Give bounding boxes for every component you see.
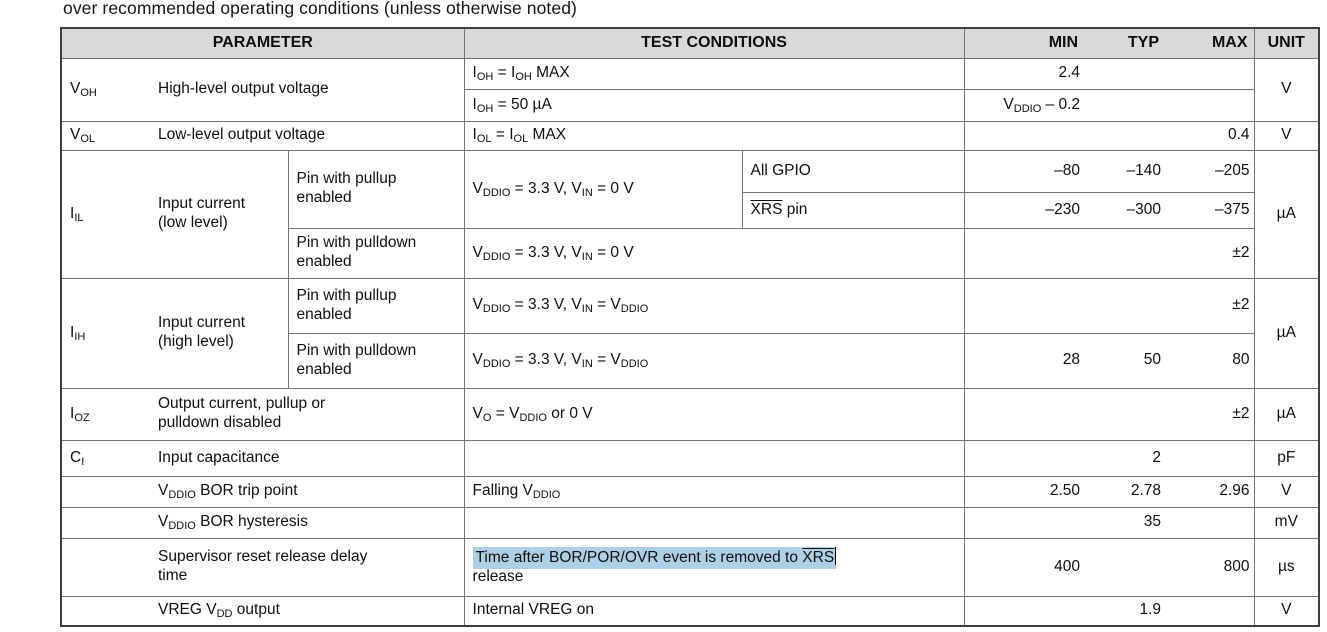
max-value-cell: 800 (1165, 538, 1254, 596)
param-description-cell: VREG $V_{DD}$ output (151, 596, 464, 626)
min-value-cell (964, 440, 1084, 476)
unit-cell: µs (1254, 538, 1319, 596)
unit-cell: pF (1254, 440, 1319, 476)
table-row (61, 121, 1319, 150)
max-value-cell (1165, 440, 1254, 476)
param-symbol-cell: $I_{OZ}$ (61, 388, 151, 440)
min-value-cell (964, 278, 1084, 333)
min-value-cell: 400 (964, 538, 1084, 596)
typ-value-cell (1084, 388, 1165, 440)
max-value-cell: 80 (1165, 333, 1254, 388)
typ-value-cell: 2.78 (1084, 476, 1165, 507)
param-description-cell: $V_{DDIO}$ BOR trip point (151, 476, 464, 507)
typ-value-cell (1084, 58, 1165, 89)
subparameter-cell: Pin with pulldown enabled (288, 228, 464, 278)
min-value-cell (964, 121, 1084, 150)
subparameter-cell: Pin with pullup enabled (288, 150, 464, 228)
unit-cell: V (1254, 596, 1319, 626)
subparameter-cell: Pin with pulldown enabled (288, 333, 464, 388)
header-min: MIN (964, 28, 1084, 58)
typ-value-cell: 50 (1084, 333, 1165, 388)
max-value-cell: –205 (1165, 150, 1254, 192)
param-description-cell: High-level output voltage (151, 58, 464, 121)
max-value-cell: ±2 (1165, 278, 1254, 333)
table-row (61, 596, 1319, 626)
table-row (61, 507, 1319, 538)
max-value-cell (1165, 58, 1254, 89)
max-value-cell: ±2 (1165, 228, 1254, 278)
typ-value-cell: –140 (1084, 150, 1165, 192)
condition-cell: Internal VREG on (464, 596, 964, 626)
param-symbol-cell: $I_{IL}$ (61, 150, 151, 278)
condition-cell: $V_{DDIO} = 3.3$ V, $V_{IN} = 0$ V (464, 150, 742, 228)
table-row (61, 440, 1319, 476)
text-cursor (835, 547, 836, 564)
max-value-cell (1165, 596, 1254, 626)
electrical-characteristics-table (60, 27, 1320, 627)
table-row (61, 476, 1319, 507)
subparameter-cell: Pin with pullup enabled (288, 278, 464, 333)
overline-text: $\overline{XRS}$ (750, 200, 783, 218)
typ-value-cell (1084, 538, 1165, 596)
max-value-cell: 2.96 (1165, 476, 1254, 507)
table-row (61, 278, 1319, 333)
typ-value-cell (1084, 121, 1165, 150)
param-symbol-cell (61, 476, 151, 507)
header-max: MAX (1165, 28, 1254, 58)
min-value-cell: 2.50 (964, 476, 1084, 507)
min-value-cell: 28 (964, 333, 1084, 388)
min-value-cell: –80 (964, 150, 1084, 192)
unit-cell: µA (1254, 388, 1319, 440)
unit-cell: V (1254, 476, 1319, 507)
typ-value-cell: 35 (1084, 507, 1165, 538)
condition-cell-selected-text[interactable]: Time after BOR/POR/OVR event is removed to $\overline{XRS}$ release (464, 538, 964, 596)
condition-cell (464, 507, 964, 538)
typ-value-cell: 1.9 (1084, 596, 1165, 626)
typ-value-cell (1084, 278, 1165, 333)
condition-cell: $V_{DDIO} = 3.3$ V, $V_{IN} = V_{DDIO}$ (464, 278, 964, 333)
param-symbol-cell: $I_{IH}$ (61, 278, 151, 388)
min-value-cell: –230 (964, 192, 1084, 228)
typ-value-cell: –300 (1084, 192, 1165, 228)
param-symbol-cell (61, 507, 151, 538)
max-value-cell: ±2 (1165, 388, 1254, 440)
unit-cell: V (1254, 58, 1319, 121)
min-value-cell: $V_{DDIO} - 0.2$ (964, 89, 1084, 121)
param-description-cell: Input capacitance (151, 440, 464, 476)
param-description-cell: Low-level output voltage (151, 121, 464, 150)
max-value-cell: –375 (1165, 192, 1254, 228)
table-row (61, 150, 1319, 192)
condition-cell: $V_O = V_{DDIO}$ or 0 V (464, 388, 964, 440)
condition-cell: $I_{OH} = 50$ µA (464, 89, 964, 121)
param-symbol-cell: $V_{OH}$ (61, 58, 151, 121)
header-typ: TYP (1084, 28, 1165, 58)
param-description-cell: Input current (low level) (151, 150, 288, 278)
table-row (61, 388, 1319, 440)
param-description-cell: Input current (high level) (151, 278, 288, 388)
header-unit: UNIT (1254, 28, 1319, 58)
max-value-cell (1165, 89, 1254, 121)
max-value-cell: 0.4 (1165, 121, 1254, 150)
param-symbol-cell (61, 596, 151, 626)
min-value-cell (964, 228, 1084, 278)
max-value-cell (1165, 507, 1254, 538)
unit-cell: V (1254, 121, 1319, 150)
min-value-cell (964, 388, 1084, 440)
unit-cell: µA (1254, 150, 1319, 278)
table-header-row (61, 28, 1319, 58)
min-value-cell (964, 596, 1084, 626)
condition-sub-cell: All GPIO (742, 150, 964, 192)
table-caption: over recommended operating conditions (unless otherwise noted) (63, 0, 577, 18)
header-parameter: PARAMETER (61, 28, 464, 58)
condition-cell: $V_{DDIO} = 3.3$ V, $V_{IN} = 0$ V (464, 228, 964, 278)
header-test-conditions: TEST CONDITIONS (464, 28, 964, 58)
param-symbol-cell: $C_I$ (61, 440, 151, 476)
condition-sub-cell: $\overline{XRS}$ pin (742, 192, 964, 228)
typ-value-cell (1084, 89, 1165, 121)
param-description-cell: $V_{DDIO}$ BOR hysteresis (151, 507, 464, 538)
param-description-cell: Supervisor reset release delay time (151, 538, 464, 596)
param-description-cell: Output current, pullup or pulldown disabled (151, 388, 464, 440)
unit-cell: µA (1254, 278, 1319, 388)
typ-value-cell: 2 (1084, 440, 1165, 476)
typ-value-cell (1084, 228, 1165, 278)
min-value-cell (964, 507, 1084, 538)
unit-cell: mV (1254, 507, 1319, 538)
condition-cell: $V_{DDIO} = 3.3$ V, $V_{IN} = V_{DDIO}$ (464, 333, 964, 388)
overline-text: $\overline{XRS}$ (802, 548, 835, 566)
table-row (61, 538, 1319, 596)
param-symbol-cell (61, 538, 151, 596)
param-symbol-cell: $V_{OL}$ (61, 121, 151, 150)
condition-cell (464, 440, 964, 476)
condition-cell: $I_{OL} = I_{OL}$ MAX (464, 121, 964, 150)
min-value-cell: 2.4 (964, 58, 1084, 89)
condition-cell: $I_{OH} = I_{OH}$ MAX (464, 58, 964, 89)
table-row (61, 58, 1319, 89)
condition-cell: Falling $V_{DDIO}$ (464, 476, 964, 507)
